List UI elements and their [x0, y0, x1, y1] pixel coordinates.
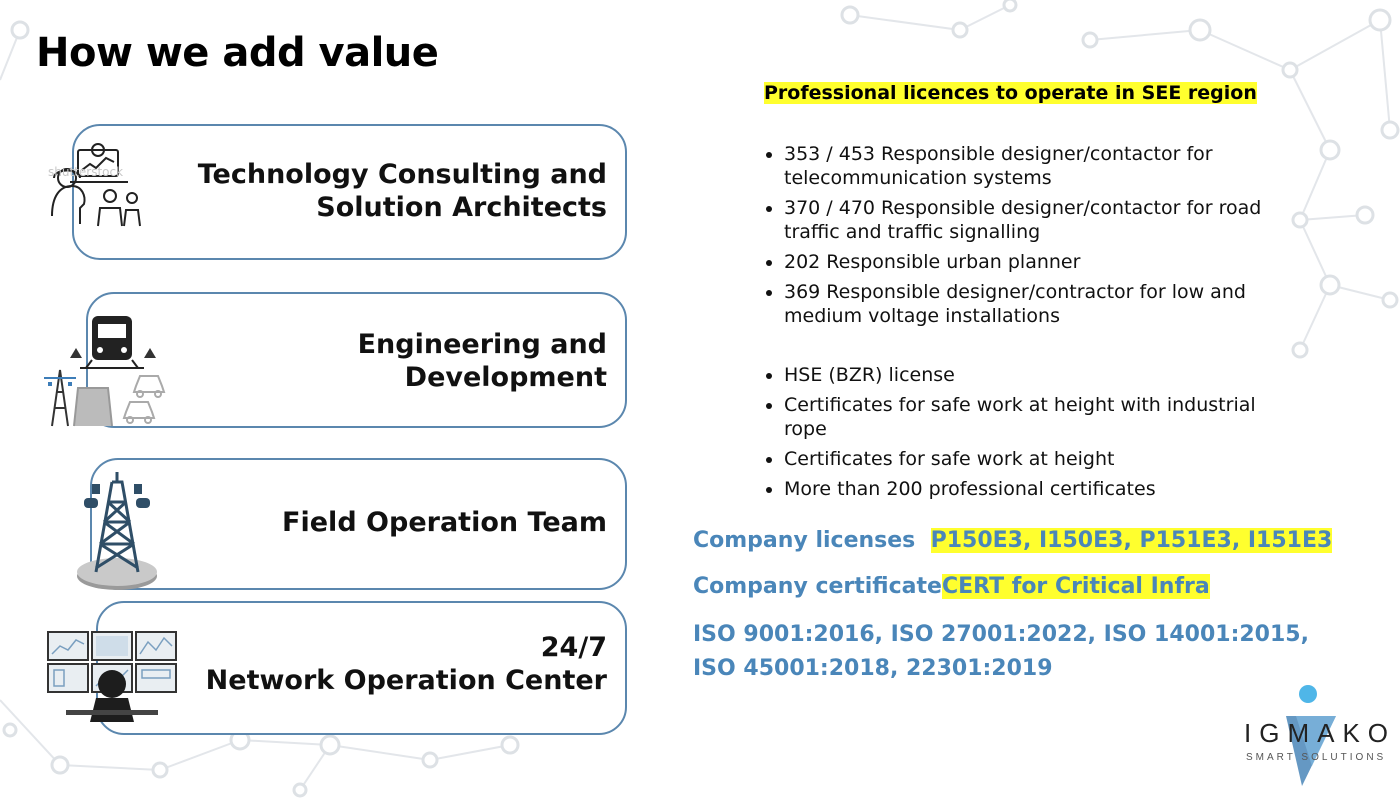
card-label-line1: Technology Consulting and	[197, 159, 607, 190]
card-label	[198, 158, 607, 224]
company-certificate-value: CERT for Critical Infra	[941, 574, 1210, 599]
watermark-text: shutterstock	[48, 165, 124, 179]
list-item: • More than 200 professional certificates	[784, 477, 1284, 501]
train-power-cars-icon	[40, 308, 170, 428]
list-item: • 370 / 470 Responsible designer/contactor for road traffic and traffic signalling	[784, 196, 1284, 244]
licences-list-primary	[764, 142, 1284, 334]
noc-monitors-icon	[46, 630, 178, 722]
igmako-logo	[1240, 682, 1400, 792]
card-label	[206, 631, 607, 697]
card-label-line2: Network Operation Center	[205, 665, 607, 696]
list-item: • 369 Responsible designer/contractor for low and medium voltage installations	[784, 280, 1284, 328]
card-field-operation	[90, 458, 627, 590]
company-certificate	[693, 574, 1210, 599]
list-item: • Certificates for safe work at height with industrial rope	[784, 393, 1284, 441]
card-label-line1: Engineering and	[357, 329, 607, 360]
consulting-team-icon	[40, 138, 150, 230]
licences-heading	[764, 82, 1257, 104]
page-title: How we add value	[36, 30, 439, 76]
card-label	[282, 506, 607, 539]
card-label-line1: 24/7	[540, 632, 607, 663]
cell-tower-icon	[72, 468, 162, 598]
company-licenses-value: P150E3, I150E3, P151E3, I151E3	[930, 528, 1333, 553]
list-item: • Certificates for safe work at height	[784, 447, 1284, 471]
company-licenses	[693, 528, 1332, 553]
card-label-line1: Field Operation Team	[282, 507, 607, 538]
card-label	[358, 328, 607, 394]
card-technology-consulting	[72, 124, 627, 260]
licences-list-secondary	[764, 363, 1284, 507]
company-certificate-label: Company certificate	[693, 574, 942, 599]
card-label-line2: Solution Architects	[316, 192, 607, 223]
company-licenses-label: Company licenses	[693, 528, 916, 553]
list-item: • HSE (BZR) license	[784, 363, 1284, 387]
list-item: • 202 Responsible urban planner	[784, 250, 1284, 274]
igmako-logo-name: IGMAKO	[1244, 718, 1397, 748]
iso-certifications: ISO 9001:2016, ISO 27001:2022, ISO 14001:2015, ISO 45001:2018, 22301:2019	[693, 622, 1309, 681]
igmako-logo-tagline: SMART SOLUTIONS	[1246, 752, 1387, 763]
list-item: • 353 / 453 Responsible designer/contactor for telecommunication systems	[784, 142, 1284, 190]
licences-heading-text: Professional licences to operate in SEE region	[764, 82, 1257, 104]
card-label-line2: Development	[404, 362, 607, 393]
